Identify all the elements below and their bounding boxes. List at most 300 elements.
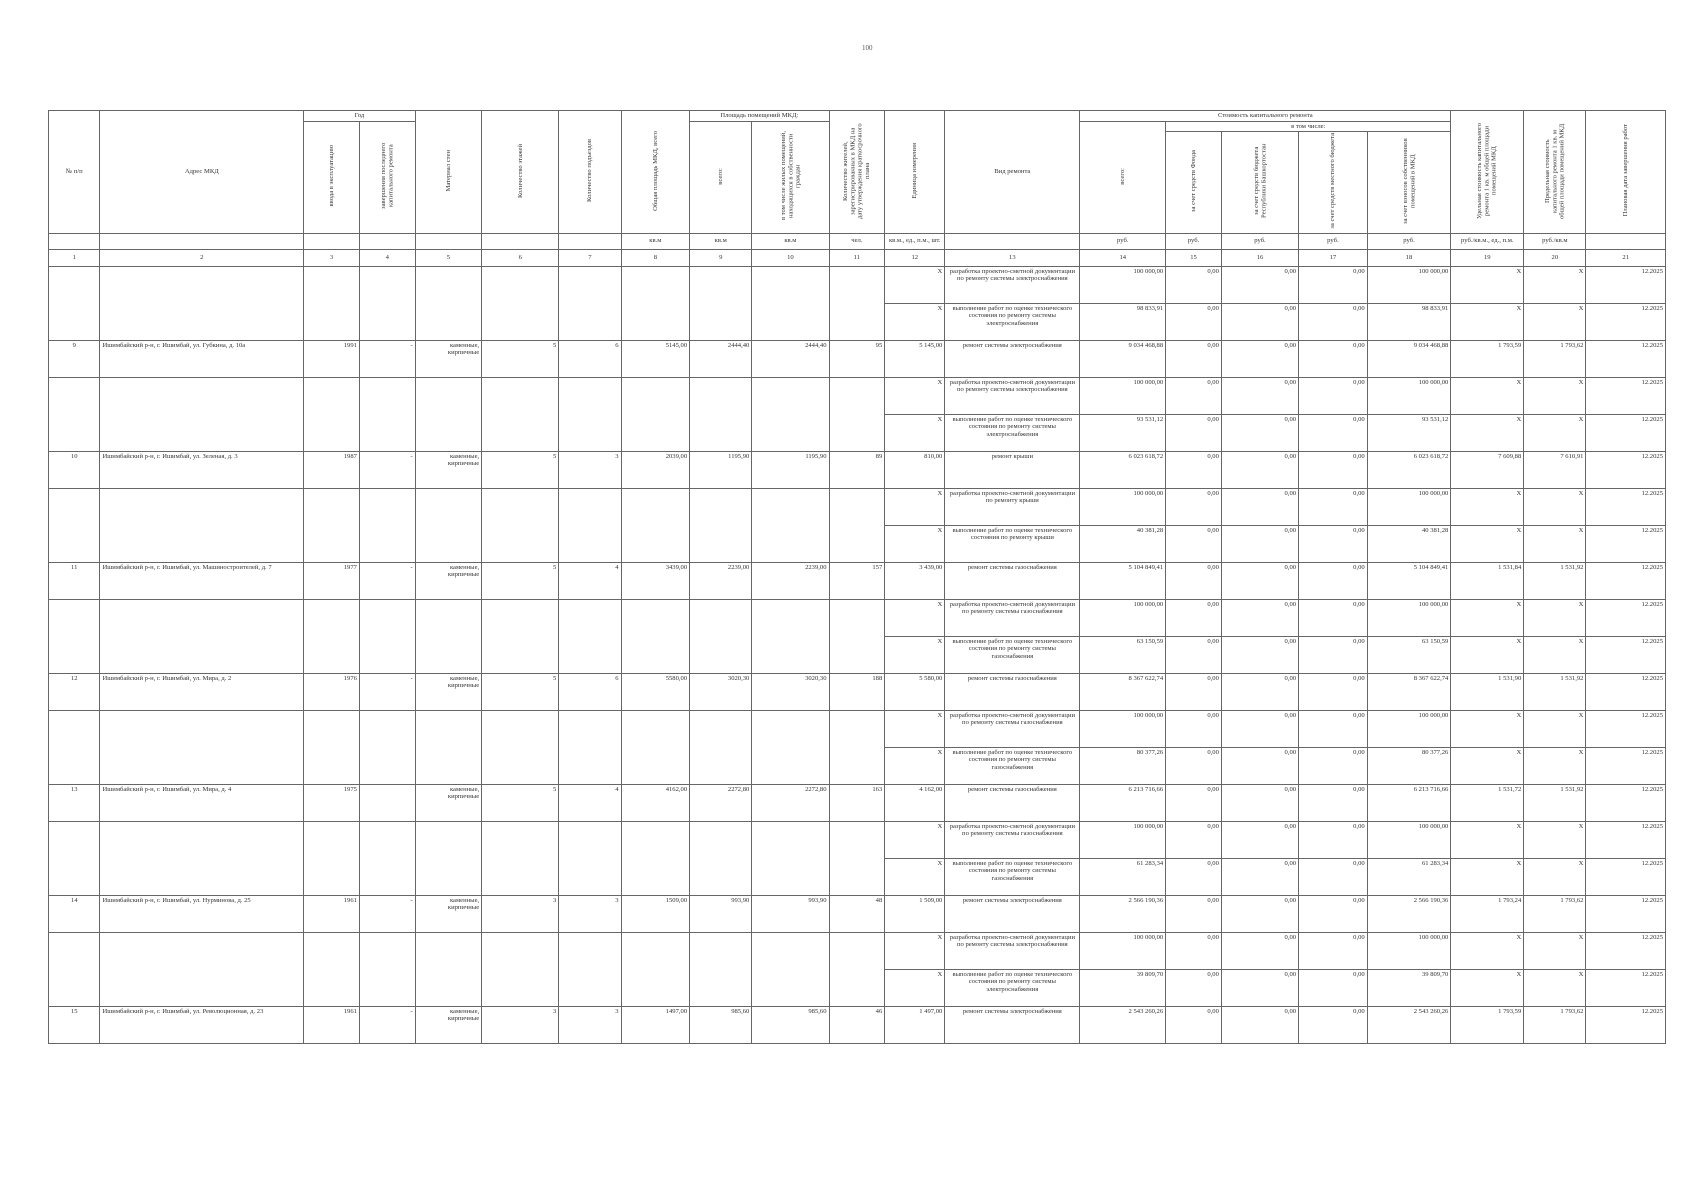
row-cost-local: 0,00 bbox=[1299, 451, 1368, 488]
row-deadline: 12.2025 bbox=[1586, 451, 1666, 488]
row-year-last-repair bbox=[359, 747, 415, 784]
row-cost-local: 0,00 bbox=[1299, 747, 1368, 784]
row-max-cost: X bbox=[1524, 488, 1586, 525]
row-repair-type: разработка проектно-сметной документации по ремонту системы электроснабжения bbox=[945, 377, 1080, 414]
row-repair-type: ремонт системы электроснабжения bbox=[945, 895, 1080, 932]
row-address: Ишимбайский р-н, г. Ишимбай, ул. Мира, д. 4 bbox=[100, 784, 304, 821]
row-cost-fund: 0,00 bbox=[1166, 303, 1222, 340]
row-year-last-repair bbox=[359, 784, 415, 821]
unit-premises-total: кв.м bbox=[690, 233, 752, 249]
row-max-cost: X bbox=[1524, 266, 1586, 303]
row-premises-residential: 2239,00 bbox=[752, 562, 829, 599]
row-deadline: 12.2025 bbox=[1586, 821, 1666, 858]
row-wall-material bbox=[415, 377, 481, 414]
row-cost-republic: 0,00 bbox=[1221, 821, 1298, 858]
row-residents bbox=[829, 377, 885, 414]
unit-premises-residential: кв.м bbox=[752, 233, 829, 249]
row-residents bbox=[829, 710, 885, 747]
row-unit-cost: 1 793,24 bbox=[1451, 895, 1524, 932]
row-measure-unit: X bbox=[885, 969, 945, 1006]
row-premises-total: 2239,00 bbox=[690, 562, 752, 599]
row-address: Ишимбайский р-н, г. Ишимбай, ул. Зеленая, д. 3 bbox=[100, 451, 304, 488]
row-cost-republic: 0,00 bbox=[1221, 858, 1298, 895]
row-measure-unit: X bbox=[885, 599, 945, 636]
row-cost-total: 8 367 622,74 bbox=[1080, 673, 1166, 710]
row-wall-material bbox=[415, 525, 481, 562]
row-number bbox=[49, 525, 100, 562]
row-cost-owners: 93 531,12 bbox=[1367, 414, 1451, 451]
row-unit-cost: X bbox=[1451, 303, 1524, 340]
row-number: 12 bbox=[49, 673, 100, 710]
row-year-commission bbox=[304, 266, 360, 303]
row-year-last-repair bbox=[359, 488, 415, 525]
row-premises-residential bbox=[752, 858, 829, 895]
row-year-commission bbox=[304, 414, 360, 451]
table-row bbox=[49, 1006, 1666, 1043]
row-total-area bbox=[621, 525, 690, 562]
header-measure-unit: Единица измерения bbox=[911, 142, 919, 199]
row-max-cost: 1 531,92 bbox=[1524, 673, 1586, 710]
row-year-last-repair bbox=[359, 303, 415, 340]
row-unit-cost: 1 531,72 bbox=[1451, 784, 1524, 821]
row-repair-type: ремонт системы электроснабжения bbox=[945, 1006, 1080, 1043]
row-total-area bbox=[621, 636, 690, 673]
row-cost-total: 80 377,26 bbox=[1080, 747, 1166, 784]
row-max-cost: X bbox=[1524, 525, 1586, 562]
row-year-commission bbox=[304, 488, 360, 525]
row-measure-unit: 5 580,00 bbox=[885, 673, 945, 710]
row-max-cost: X bbox=[1524, 747, 1586, 784]
row-cost-local: 0,00 bbox=[1299, 303, 1368, 340]
row-cost-republic: 0,00 bbox=[1221, 747, 1298, 784]
row-entrances bbox=[559, 821, 621, 858]
row-address bbox=[100, 266, 304, 303]
row-repair-type: разработка проектно-сметной документации по ремонту системы газоснабжения bbox=[945, 599, 1080, 636]
table-subrow bbox=[49, 599, 1666, 636]
row-unit-cost: X bbox=[1451, 747, 1524, 784]
row-cost-republic: 0,00 bbox=[1221, 932, 1298, 969]
row-premises-residential bbox=[752, 488, 829, 525]
row-cost-fund: 0,00 bbox=[1166, 932, 1222, 969]
row-entrances bbox=[559, 858, 621, 895]
unit-cost-fund: руб. bbox=[1166, 233, 1222, 249]
row-cost-fund: 0,00 bbox=[1166, 858, 1222, 895]
row-unit-cost: X bbox=[1451, 636, 1524, 673]
row-number bbox=[49, 821, 100, 858]
row-year-commission bbox=[304, 969, 360, 1006]
row-cost-owners: 100 000,00 bbox=[1367, 266, 1451, 303]
row-unit-cost: X bbox=[1451, 525, 1524, 562]
row-cost-republic: 0,00 bbox=[1221, 340, 1298, 377]
row-premises-residential bbox=[752, 266, 829, 303]
row-cost-fund: 0,00 bbox=[1166, 266, 1222, 303]
row-repair-type: разработка проектно-сметной документации по ремонту крыши bbox=[945, 488, 1080, 525]
row-year-commission bbox=[304, 525, 360, 562]
row-cost-local: 0,00 bbox=[1299, 636, 1368, 673]
row-cost-fund: 0,00 bbox=[1166, 562, 1222, 599]
row-max-cost: X bbox=[1524, 932, 1586, 969]
header-entrances: Количество подъездов bbox=[586, 139, 594, 203]
row-repair-type: разработка проектно-сметной документации по ремонту системы газоснабжения bbox=[945, 821, 1080, 858]
column-index-row bbox=[49, 249, 1666, 266]
row-year-commission bbox=[304, 710, 360, 747]
row-cost-owners: 100 000,00 bbox=[1367, 932, 1451, 969]
row-max-cost: 1 531,92 bbox=[1524, 784, 1586, 821]
row-premises-total: 2272,80 bbox=[690, 784, 752, 821]
row-entrances bbox=[559, 266, 621, 303]
row-premises-total bbox=[690, 636, 752, 673]
row-premises-residential bbox=[752, 969, 829, 1006]
column-index-cell: 20 bbox=[1524, 249, 1586, 266]
row-deadline: 12.2025 bbox=[1586, 377, 1666, 414]
row-unit-cost: X bbox=[1451, 599, 1524, 636]
row-residents bbox=[829, 414, 885, 451]
row-premises-residential bbox=[752, 636, 829, 673]
row-number bbox=[49, 747, 100, 784]
row-year-last-repair bbox=[359, 969, 415, 1006]
row-cost-republic: 0,00 bbox=[1221, 414, 1298, 451]
row-entrances bbox=[559, 636, 621, 673]
row-residents bbox=[829, 932, 885, 969]
row-measure-unit: X bbox=[885, 821, 945, 858]
row-cost-republic: 0,00 bbox=[1221, 1006, 1298, 1043]
row-year-commission: 1991 bbox=[304, 340, 360, 377]
header-cost-group: Стоимость капитального ремонта bbox=[1080, 111, 1451, 122]
row-cost-total: 61 283,34 bbox=[1080, 858, 1166, 895]
header-incl: в том числе: bbox=[1166, 121, 1451, 132]
row-unit-cost: X bbox=[1451, 414, 1524, 451]
row-floors bbox=[482, 266, 559, 303]
row-cost-fund: 0,00 bbox=[1166, 710, 1222, 747]
row-deadline: 12.2025 bbox=[1586, 1006, 1666, 1043]
header-cost-republic: за счет средств бюджета Республики Башкортостан bbox=[1252, 143, 1267, 219]
row-max-cost: X bbox=[1524, 303, 1586, 340]
row-residents bbox=[829, 747, 885, 784]
row-premises-total bbox=[690, 821, 752, 858]
row-deadline: 12.2025 bbox=[1586, 932, 1666, 969]
row-cost-owners: 63 150,59 bbox=[1367, 636, 1451, 673]
row-cost-republic: 0,00 bbox=[1221, 303, 1298, 340]
row-cost-owners: 8 367 622,74 bbox=[1367, 673, 1451, 710]
row-premises-residential: 2444,40 bbox=[752, 340, 829, 377]
row-max-cost: X bbox=[1524, 821, 1586, 858]
row-cost-owners: 6 213 716,66 bbox=[1367, 784, 1451, 821]
row-premises-total bbox=[690, 377, 752, 414]
row-cost-total: 6 213 716,66 bbox=[1080, 784, 1166, 821]
row-premises-total: 2444,40 bbox=[690, 340, 752, 377]
header-premises-group: Площадь помещений МКД: bbox=[690, 111, 829, 122]
column-index-cell: 12 bbox=[885, 249, 945, 266]
row-residents: 95 bbox=[829, 340, 885, 377]
row-premises-residential: 2272,80 bbox=[752, 784, 829, 821]
row-max-cost: X bbox=[1524, 636, 1586, 673]
row-repair-type: разработка проектно-сметной документации по ремонту системы газоснабжения bbox=[945, 710, 1080, 747]
column-index-cell: 4 bbox=[359, 249, 415, 266]
row-cost-owners: 6 023 618,72 bbox=[1367, 451, 1451, 488]
row-address: Ишимбайский р-н, г. Ишимбай, ул. Мира, д. 2 bbox=[100, 673, 304, 710]
row-residents: 46 bbox=[829, 1006, 885, 1043]
table-row bbox=[49, 673, 1666, 710]
table-subrow bbox=[49, 414, 1666, 451]
row-address bbox=[100, 747, 304, 784]
row-address bbox=[100, 710, 304, 747]
row-unit-cost: X bbox=[1451, 821, 1524, 858]
row-measure-unit: X bbox=[885, 932, 945, 969]
row-year-last-repair: - bbox=[359, 340, 415, 377]
row-wall-material: каменные, кирпичные bbox=[415, 340, 481, 377]
table-row bbox=[49, 451, 1666, 488]
header-year-commission: ввода в эксплуатацию bbox=[327, 145, 335, 207]
row-number: 11 bbox=[49, 562, 100, 599]
row-total-area bbox=[621, 377, 690, 414]
row-year-last-repair bbox=[359, 636, 415, 673]
row-measure-unit: X bbox=[885, 377, 945, 414]
row-entrances: 6 bbox=[559, 673, 621, 710]
row-cost-republic: 0,00 bbox=[1221, 636, 1298, 673]
row-cost-owners: 100 000,00 bbox=[1367, 377, 1451, 414]
row-floors: 3 bbox=[482, 1006, 559, 1043]
row-year-commission: 1961 bbox=[304, 1006, 360, 1043]
row-unit-cost: X bbox=[1451, 858, 1524, 895]
row-cost-owners: 80 377,26 bbox=[1367, 747, 1451, 784]
row-cost-owners: 61 283,34 bbox=[1367, 858, 1451, 895]
row-total-area bbox=[621, 747, 690, 784]
capital-repair-table bbox=[48, 110, 1666, 1044]
row-premises-total: 993,90 bbox=[690, 895, 752, 932]
row-wall-material: каменные, кирпичные bbox=[415, 1006, 481, 1043]
row-measure-unit: 1 509,00 bbox=[885, 895, 945, 932]
table-subrow bbox=[49, 488, 1666, 525]
column-index-cell: 1 bbox=[49, 249, 100, 266]
row-wall-material: каменные, кирпичные bbox=[415, 451, 481, 488]
unit-max-cost: руб./кв.м bbox=[1524, 233, 1586, 249]
row-floors bbox=[482, 599, 559, 636]
unit-cost-owners: руб. bbox=[1367, 233, 1451, 249]
row-unit-cost: X bbox=[1451, 710, 1524, 747]
row-cost-fund: 0,00 bbox=[1166, 747, 1222, 784]
row-entrances bbox=[559, 599, 621, 636]
row-max-cost: 7 610,91 bbox=[1524, 451, 1586, 488]
row-cost-republic: 0,00 bbox=[1221, 673, 1298, 710]
row-number bbox=[49, 636, 100, 673]
row-floors: 3 bbox=[482, 895, 559, 932]
row-premises-residential bbox=[752, 525, 829, 562]
column-index-cell: 8 bbox=[621, 249, 690, 266]
row-year-commission bbox=[304, 821, 360, 858]
row-residents: 163 bbox=[829, 784, 885, 821]
row-year-last-repair bbox=[359, 932, 415, 969]
row-year-commission bbox=[304, 599, 360, 636]
row-cost-local: 0,00 bbox=[1299, 525, 1368, 562]
row-measure-unit: X bbox=[885, 747, 945, 784]
row-floors: 5 bbox=[482, 340, 559, 377]
row-floors: 5 bbox=[482, 562, 559, 599]
row-measure-unit: X bbox=[885, 710, 945, 747]
row-year-commission bbox=[304, 303, 360, 340]
row-cost-local: 0,00 bbox=[1299, 488, 1368, 525]
row-total-area: 1509,00 bbox=[621, 895, 690, 932]
row-premises-total bbox=[690, 710, 752, 747]
row-floors: 5 bbox=[482, 451, 559, 488]
row-cost-total: 63 150,59 bbox=[1080, 636, 1166, 673]
row-address bbox=[100, 414, 304, 451]
row-entrances: 3 bbox=[559, 895, 621, 932]
row-unit-cost: X bbox=[1451, 266, 1524, 303]
row-total-area: 3439,00 bbox=[621, 562, 690, 599]
row-premises-total bbox=[690, 858, 752, 895]
row-total-area bbox=[621, 266, 690, 303]
row-number bbox=[49, 710, 100, 747]
header-cost-fund: за счет средств Фонда bbox=[1189, 150, 1197, 213]
row-entrances bbox=[559, 303, 621, 340]
row-premises-residential bbox=[752, 821, 829, 858]
page-number: 100 bbox=[862, 44, 873, 52]
row-cost-owners: 100 000,00 bbox=[1367, 710, 1451, 747]
row-address bbox=[100, 932, 304, 969]
row-number: 13 bbox=[49, 784, 100, 821]
row-year-last-repair: - bbox=[359, 562, 415, 599]
row-total-area: 5145,00 bbox=[621, 340, 690, 377]
row-entrances bbox=[559, 414, 621, 451]
row-deadline: 12.2025 bbox=[1586, 525, 1666, 562]
row-number: 9 bbox=[49, 340, 100, 377]
row-repair-type: выполнение работ по оценке технического состояния по ремонту системы электроснабжения bbox=[945, 303, 1080, 340]
row-deadline: 12.2025 bbox=[1586, 784, 1666, 821]
row-address: Ишимбайский р-н, г. Ишимбай, ул. Машиностроителей, д. 7 bbox=[100, 562, 304, 599]
row-cost-republic: 0,00 bbox=[1221, 525, 1298, 562]
row-repair-type: ремонт крыши bbox=[945, 451, 1080, 488]
row-cost-fund: 0,00 bbox=[1166, 895, 1222, 932]
row-deadline: 12.2025 bbox=[1586, 858, 1666, 895]
row-measure-unit: X bbox=[885, 488, 945, 525]
row-measure-unit: X bbox=[885, 858, 945, 895]
row-wall-material bbox=[415, 747, 481, 784]
row-cost-owners: 100 000,00 bbox=[1367, 599, 1451, 636]
column-index-cell: 14 bbox=[1080, 249, 1166, 266]
row-cost-local: 0,00 bbox=[1299, 562, 1368, 599]
row-entrances bbox=[559, 932, 621, 969]
row-cost-total: 2 566 190,36 bbox=[1080, 895, 1166, 932]
row-entrances bbox=[559, 969, 621, 1006]
row-number bbox=[49, 303, 100, 340]
row-total-area: 1497,00 bbox=[621, 1006, 690, 1043]
row-cost-republic: 0,00 bbox=[1221, 599, 1298, 636]
row-max-cost: X bbox=[1524, 969, 1586, 1006]
row-unit-cost: 1 793,59 bbox=[1451, 1006, 1524, 1043]
row-number bbox=[49, 488, 100, 525]
row-address bbox=[100, 969, 304, 1006]
row-cost-republic: 0,00 bbox=[1221, 266, 1298, 303]
row-cost-local: 0,00 bbox=[1299, 599, 1368, 636]
row-floors bbox=[482, 858, 559, 895]
row-total-area bbox=[621, 303, 690, 340]
row-wall-material bbox=[415, 858, 481, 895]
table-subrow bbox=[49, 858, 1666, 895]
row-number bbox=[49, 266, 100, 303]
row-premises-total bbox=[690, 969, 752, 1006]
row-measure-unit: X bbox=[885, 303, 945, 340]
row-number bbox=[49, 414, 100, 451]
row-repair-type: ремонт системы газоснабжения bbox=[945, 784, 1080, 821]
header-floors: Количество этажей bbox=[516, 143, 524, 198]
column-index-cell: 21 bbox=[1586, 249, 1666, 266]
row-deadline: 12.2025 bbox=[1586, 747, 1666, 784]
row-cost-total: 100 000,00 bbox=[1080, 599, 1166, 636]
row-premises-residential: 1195,90 bbox=[752, 451, 829, 488]
row-cost-local: 0,00 bbox=[1299, 895, 1368, 932]
unit-measure: кв.м., ед., п.м., шт. bbox=[885, 233, 945, 249]
row-cost-total: 100 000,00 bbox=[1080, 377, 1166, 414]
row-address: Ишимбайский р-н, г. Ишимбай, ул. Нурминова, д. 25 bbox=[100, 895, 304, 932]
row-entrances bbox=[559, 710, 621, 747]
row-measure-unit: 3 439,00 bbox=[885, 562, 945, 599]
row-entrances bbox=[559, 488, 621, 525]
row-total-area bbox=[621, 488, 690, 525]
row-cost-fund: 0,00 bbox=[1166, 636, 1222, 673]
row-number: 15 bbox=[49, 1006, 100, 1043]
row-cost-local: 0,00 bbox=[1299, 784, 1368, 821]
row-residents bbox=[829, 969, 885, 1006]
row-max-cost: X bbox=[1524, 858, 1586, 895]
row-cost-owners: 40 381,28 bbox=[1367, 525, 1451, 562]
row-floors bbox=[482, 377, 559, 414]
row-residents: 48 bbox=[829, 895, 885, 932]
row-wall-material bbox=[415, 932, 481, 969]
row-premises-residential: 3020,30 bbox=[752, 673, 829, 710]
row-address bbox=[100, 821, 304, 858]
row-residents bbox=[829, 599, 885, 636]
row-year-last-repair: - bbox=[359, 451, 415, 488]
row-residents bbox=[829, 488, 885, 525]
row-cost-total: 100 000,00 bbox=[1080, 821, 1166, 858]
row-entrances: 3 bbox=[559, 1006, 621, 1043]
row-measure-unit: X bbox=[885, 636, 945, 673]
row-cost-fund: 0,00 bbox=[1166, 784, 1222, 821]
units-row bbox=[49, 233, 1666, 249]
row-entrances: 4 bbox=[559, 784, 621, 821]
row-premises-residential bbox=[752, 377, 829, 414]
row-year-commission: 1975 bbox=[304, 784, 360, 821]
row-premises-residential bbox=[752, 747, 829, 784]
table-subrow bbox=[49, 636, 1666, 673]
table-subrow bbox=[49, 969, 1666, 1006]
row-measure-unit: X bbox=[885, 414, 945, 451]
row-address bbox=[100, 377, 304, 414]
row-premises-residential bbox=[752, 303, 829, 340]
unit-residents: чел. bbox=[829, 233, 885, 249]
row-deadline: 12.2025 bbox=[1586, 488, 1666, 525]
column-index-cell: 2 bbox=[100, 249, 304, 266]
row-floors bbox=[482, 525, 559, 562]
row-year-commission bbox=[304, 858, 360, 895]
row-repair-type: выполнение работ по оценке технического состояния по ремонту системы газоснабжения bbox=[945, 747, 1080, 784]
row-cost-owners: 9 034 468,88 bbox=[1367, 340, 1451, 377]
row-cost-fund: 0,00 bbox=[1166, 673, 1222, 710]
row-cost-local: 0,00 bbox=[1299, 340, 1368, 377]
row-entrances bbox=[559, 747, 621, 784]
column-index-cell: 10 bbox=[752, 249, 829, 266]
row-max-cost: 1 793,62 bbox=[1524, 895, 1586, 932]
row-max-cost: 1 793,62 bbox=[1524, 340, 1586, 377]
row-cost-fund: 0,00 bbox=[1166, 821, 1222, 858]
row-wall-material bbox=[415, 488, 481, 525]
row-year-commission bbox=[304, 636, 360, 673]
row-premises-total bbox=[690, 599, 752, 636]
row-wall-material bbox=[415, 599, 481, 636]
row-cost-local: 0,00 bbox=[1299, 710, 1368, 747]
row-cost-total: 40 381,28 bbox=[1080, 525, 1166, 562]
row-total-area bbox=[621, 414, 690, 451]
